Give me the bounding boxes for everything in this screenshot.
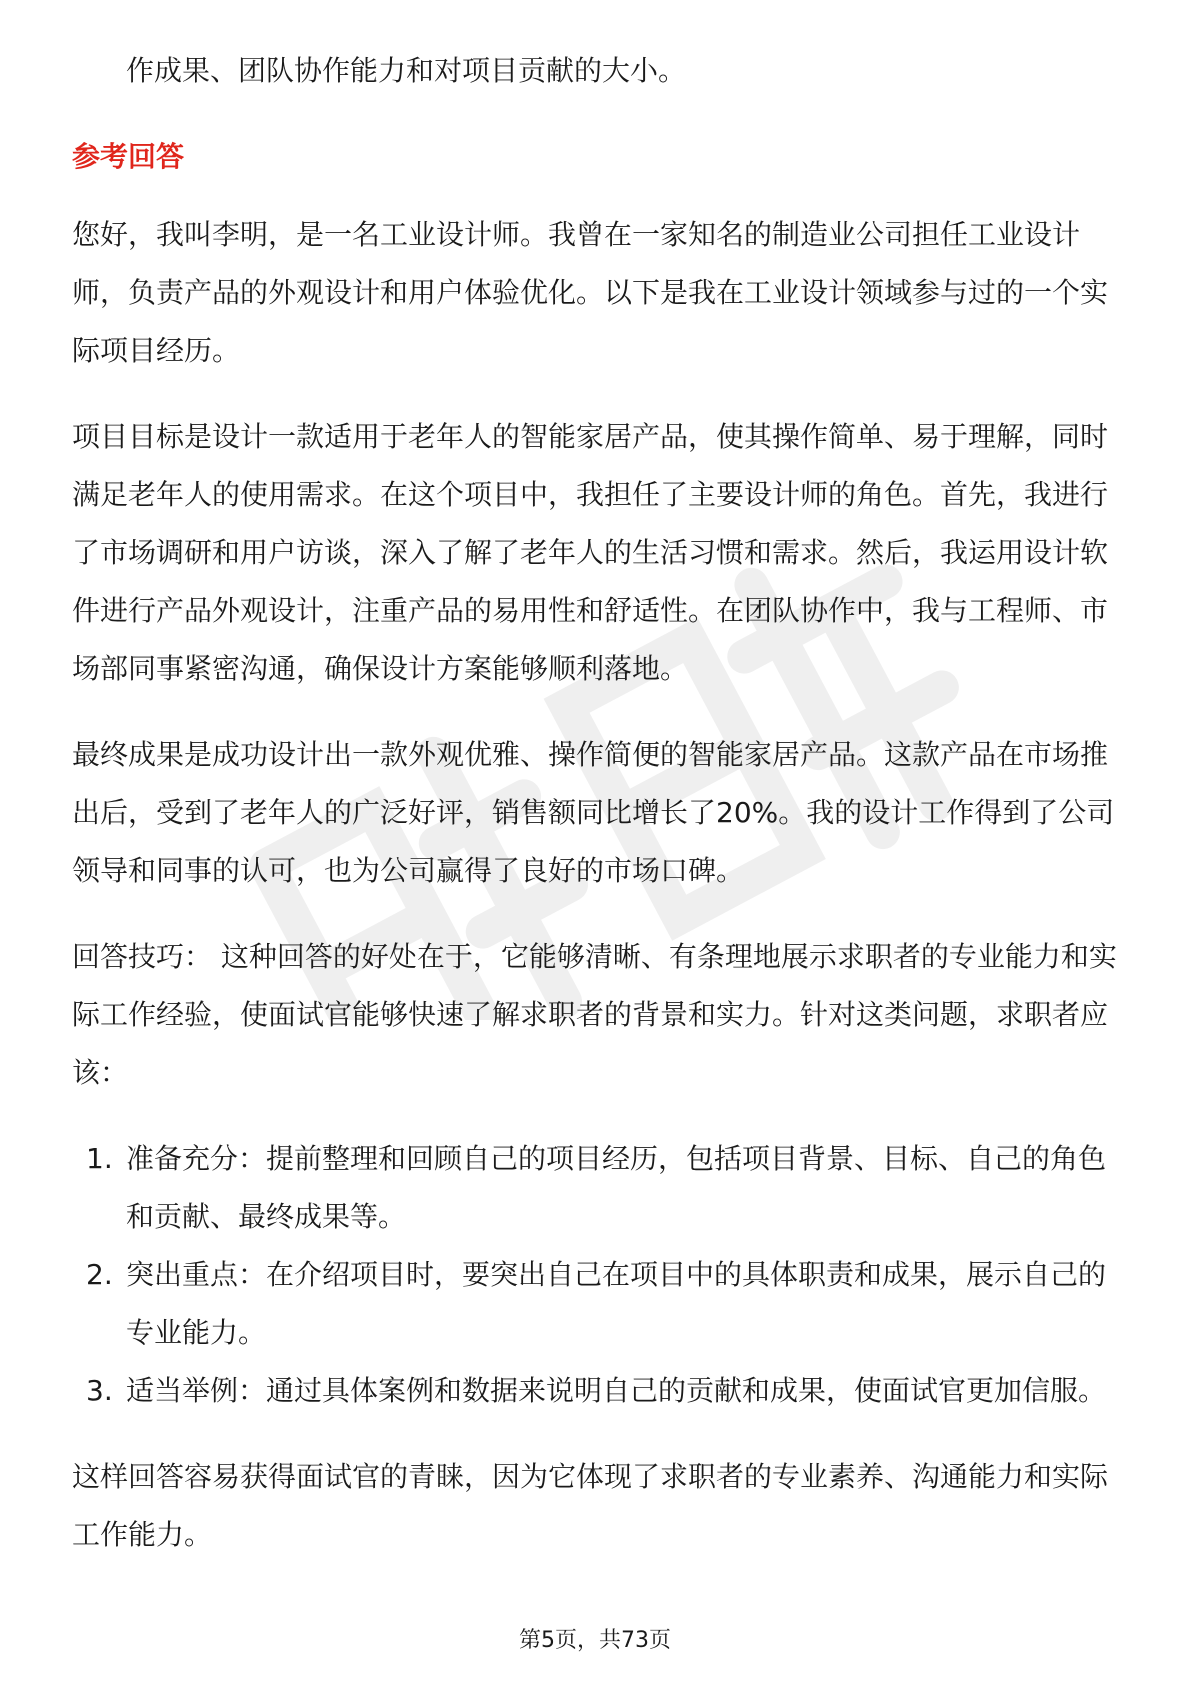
list-item [72, 1362, 1122, 1420]
list-number: 2. [86, 1258, 113, 1291]
paragraph-closing: 这样回答容易获得面试官的青睐，因为它体现了求职者的专业素养、沟通能力和实际工作能力。 [72, 1460, 1109, 1551]
list-item [72, 1130, 1122, 1246]
page-footer: 第5页，共73页 [519, 1628, 671, 1653]
list-text: 准备充分：提前整理和回顾自己的项目经历，包括项目背景、目标、自己的角色和贡献、最终成果等。 [126, 1142, 1107, 1233]
list-text: 突出重点：在介绍项目时，要突出自己在项目中的具体职责和成果，展示自己的专业能力。 [126, 1258, 1107, 1349]
tips-list [72, 1130, 1122, 1420]
paragraph-intro: 您好，我叫李明，是一名工业设计师。我曾在一家知名的制造业公司担任工业设计师，负责产品的外观设计和用户体验优化。以下是我在工业设计领域参与过的一个实际项目经历。 [72, 218, 1109, 367]
continuation-text: 作成果、团队协作能力和对项目贡献的大小。 [126, 54, 687, 87]
list-number: 3. [86, 1374, 113, 1407]
document-body [72, 42, 1122, 1592]
list-item [72, 1246, 1122, 1362]
list-number: 1. [86, 1142, 113, 1175]
paragraph-tips: 回答技巧： 这种回答的好处在于，它能够清晰、有条理地展示求职者的专业能力和实际工作经验，使面试官能够快速了解求职者的背景和实力。针对这类问题，求职者应该： [72, 940, 1117, 1089]
paragraph-project: 项目目标是设计一款适用于老年人的智能家居产品，使其操作简单、易于理解，同时满足老年人的使用需求。在这个项目中，我担任了主要设计师的角色。首先，我进行了市场调研和用户访谈，深入了解了老年人的生活习惯和需求。然后，我运用设计软件进行产品外观设计，注重产品的易用性和舒适性。在团队协作中，我与工程师、市场部同事紧密沟通，确保设计方案能够顺利落地。 [72, 420, 1109, 685]
section-heading: 参考回答 [72, 140, 185, 173]
list-text: 适当举例：通过具体案例和数据来说明自己的贡献和成果，使面试官更加信服。 [126, 1374, 1107, 1407]
paragraph-result: 最终成果是成功设计出一款外观优雅、操作简便的智能家居产品。这款产品在市场推出后，受到了老年人的广泛好评，销售额同比增长了20%。我的设计工作得到了公司领导和同事的认可，也为公司赢得了良好的市场口碑。 [72, 738, 1115, 887]
